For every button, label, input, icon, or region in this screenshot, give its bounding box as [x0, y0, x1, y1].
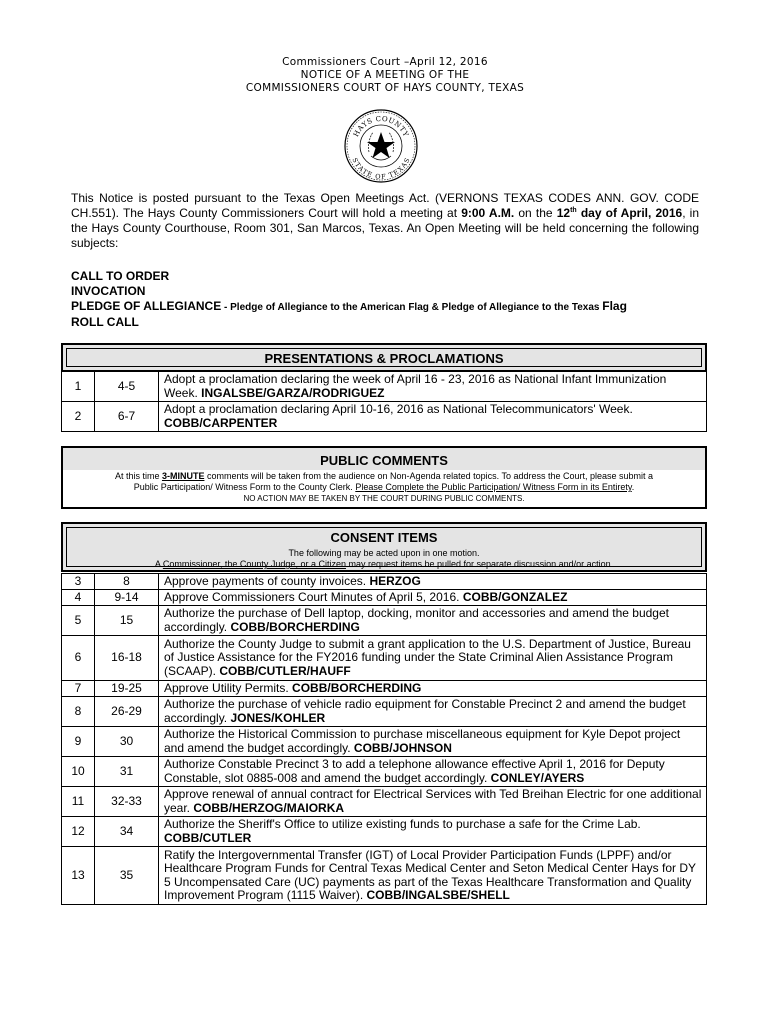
item-sponsor: COBB/CARPENTER [164, 415, 278, 430]
item-description: Approve renewal of annual contract for Electrical Services with Ted Breihan Electric for one additional year. COBB/HERZOG/MAIORKA [159, 787, 707, 817]
item-number: 1 [62, 372, 95, 402]
consent-items-title: CONSENT ITEMS [330, 530, 438, 545]
item-number: 11 [62, 787, 95, 817]
presentations-header [61, 343, 707, 372]
table-row [62, 681, 707, 697]
item-number: 4 [62, 590, 95, 606]
public-comments-section [61, 446, 707, 509]
item-description: Approve Utility Permits. COBB/BORCHERDING [159, 681, 707, 697]
item-pages: 31 [95, 757, 159, 787]
header-line-3: COMMISSIONERS COURT OF HAYS COUNTY, TEXAS [245, 82, 525, 94]
consent-items-table [61, 573, 707, 905]
item-description: Authorize the Sheriff's Office to utilize existing funds to purchase a safe for the Crime Lab. COBB/CUTLER [159, 817, 707, 847]
item-number: 12 [62, 817, 95, 847]
table-row [62, 757, 707, 787]
meeting-notice-paragraph: This Notice is posted pursuant to the Texas Open Meetings Act. (VERNONS TEXAS CODES ANN. GOV. CODE CH.551). The Hays County Commissioners Court will hold a meeting at 9:00 A.M. on the 12th day of April, 2016, in the Hays County Courthouse, Room 301, San Marcos, Texas. An Open Meeting will be held concerning the following subjects: [71, 191, 700, 250]
item-number: 2 [62, 402, 95, 432]
table-row [62, 606, 707, 636]
county-seal-icon [343, 108, 419, 184]
item-number: 3 [62, 574, 95, 590]
public-comments-line-3: NO ACTION MAY BE TAKEN BY THE COURT DURING PUBLIC COMMENTS. [243, 494, 525, 503]
item-pages: 35 [95, 847, 159, 905]
item-pages: 8 [95, 574, 159, 590]
item-pages: 4-5 [95, 372, 159, 402]
item-sponsor: COBB/BORCHERDING [292, 680, 422, 695]
public-comments-line-1: At this time 3-MINUTE comments will be taken from the audience on Non-Agenda related topics. To address the Court, please submit a [114, 471, 654, 481]
public-comments-line-2: Public Participation/ Witness Form to the County Clerk. Please Complete the Public Participation/ Witness Form in its Entirety. [133, 482, 635, 492]
svg-text:STATE OF TEXAS: STATE OF TEXAS [350, 156, 412, 181]
item-number: 7 [62, 681, 95, 697]
item-pages: 34 [95, 817, 159, 847]
item-pages: 16-18 [95, 636, 159, 681]
item-description: Approve payments of county invoices. HERZOG [159, 574, 707, 590]
table-row [62, 636, 707, 681]
header-line-2: NOTICE OF A MEETING OF THE [300, 69, 470, 81]
item-description: Authorize the purchase of vehicle radio equipment for Constable Precinct 2 and amend the budget accordingly. JONES/KOHLER [159, 697, 707, 727]
consent-items-line-1: The following may be acted upon in one motion. [288, 548, 480, 558]
presentations-table [61, 371, 707, 432]
consent-items-header [61, 522, 707, 572]
header-line-1: Commissioners Court –April 12, 2016 [282, 56, 488, 68]
call-to-order: CALL TO ORDER [71, 269, 170, 283]
item-description: Ratify the Intergovernmental Transfer (IGT) of Local Provider Participation Funds (LPPF) and/or Healthcare Program Funds for Central Texas Medical Center and Seton Medical Center Hays for DY 5 Uncompensated Care (UC) payments as part of the Texas Healthcare Transformation and Quality Improvement Program (1115 Waiver). COBB/INGALSBE/SHELL [159, 847, 707, 905]
item-sponsor: COBB/BORCHERDING [230, 619, 360, 634]
meeting-date: April, 2016 [620, 206, 683, 220]
item-number: 10 [62, 757, 95, 787]
pledge-of-allegiance: PLEDGE OF ALLEGIANCE - Pledge of Allegiance to the American Flag & Pledge of Allegiance to the Texas Flag [71, 299, 627, 313]
item-pages: 15 [95, 606, 159, 636]
item-sponsor: COBB/JOHNSON [353, 740, 452, 755]
item-number: 13 [62, 847, 95, 905]
table-row [62, 787, 707, 817]
item-description: Authorize the County Judge to submit a grant application to the U.S. Department of Justice, Bureau of Justice Assistance for the FY2016 funding under the State Criminal Alien Assistance Program (SCAAP). COBB/CUTLER/HAUFF [159, 636, 707, 681]
item-description: Approve Commissioners Court Minutes of April 5, 2016. COBB/GONZALEZ [159, 590, 707, 606]
invocation: INVOCATION [71, 284, 146, 298]
table-row [62, 402, 707, 432]
item-sponsor: CONLEY/AYERS [490, 770, 585, 785]
svg-text:HAYS COUNTY: HAYS COUNTY [352, 114, 410, 139]
item-pages: 32-33 [95, 787, 159, 817]
meeting-day: 12th [556, 206, 577, 220]
item-sponsor: COBB/GONZALEZ [462, 589, 568, 604]
item-description: Adopt a proclamation declaring the week of April 16 - 23, 2016 as National Infant Immunization Week. INGALSBE/GARZA/RODRIGUEZ [159, 372, 707, 402]
document-header [0, 56, 770, 95]
item-pages: 19-25 [95, 681, 159, 697]
item-number: 6 [62, 636, 95, 681]
item-pages: 9-14 [95, 590, 159, 606]
table-row [62, 574, 707, 590]
item-sponsor: JONES/KOHLER [230, 710, 326, 725]
opening-agenda [71, 269, 711, 330]
item-description: Authorize the purchase of Dell laptop, docking, monitor and accessories and amend the budget accordingly. COBB/BORCHERDING [159, 606, 707, 636]
item-sponsor: COBB/CUTLER/HAUFF [219, 663, 351, 678]
item-description: Authorize Constable Precinct 3 to add a telephone allowance effective April 1, 2016 for Deputy Constable, slot 0885-008 and amend the budget accordingly. CONLEY/AYERS [159, 757, 707, 787]
item-number: 9 [62, 727, 95, 757]
item-number: 5 [62, 606, 95, 636]
item-description: Adopt a proclamation declaring April 10-16, 2016 as National Telecommunicators' Week. COBB/CARPENTER [159, 402, 707, 432]
item-sponsor: COBB/HERZOG/MAIORKA [193, 800, 345, 815]
item-description: Authorize the Historical Commission to purchase miscellaneous equipment for Kyle Depot project and amend the budget accordingly. COBB/JOHNSON [159, 727, 707, 757]
table-row [62, 697, 707, 727]
table-row [62, 847, 707, 905]
item-number: 8 [62, 697, 95, 727]
meeting-time: 9:00 A.M. [461, 206, 515, 220]
item-pages: 26-29 [95, 697, 159, 727]
table-row [62, 590, 707, 606]
table-row [62, 727, 707, 757]
presentations-title: PRESENTATIONS & PROCLAMATIONS [264, 351, 504, 366]
table-row [62, 817, 707, 847]
consent-items-line-2: A Commissioner, the County Judge, or a Citizen may request items be pulled for separate discussion and/or action. [154, 559, 614, 569]
item-sponsor: HERZOG [369, 573, 421, 588]
item-pages: 6-7 [95, 402, 159, 432]
item-sponsor: INGALSBE/GARZA/RODRIGUEZ [201, 385, 385, 400]
item-sponsor: COBB/INGALSBE/SHELL [366, 888, 510, 902]
public-comments-title: PUBLIC COMMENTS [320, 453, 448, 468]
item-pages: 30 [95, 727, 159, 757]
table-row [62, 372, 707, 402]
roll-call: ROLL CALL [71, 315, 139, 329]
item-sponsor: COBB/CUTLER [164, 830, 252, 845]
